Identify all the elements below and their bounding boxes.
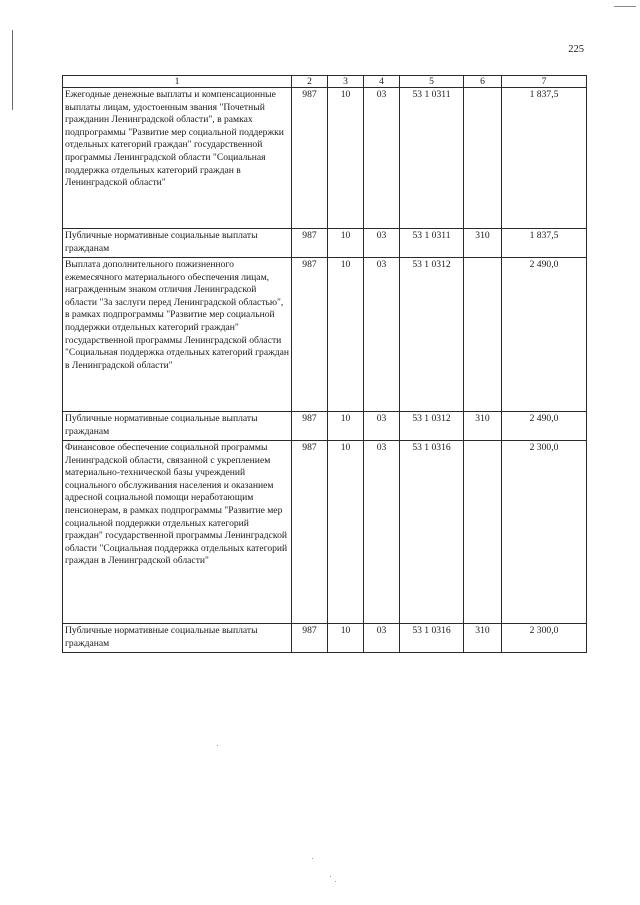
row-section: 10 — [328, 412, 364, 441]
row-name: Публичные нормативные социальные выплаты гражданам — [63, 229, 292, 258]
row-amount: 2 300,0 — [502, 624, 587, 653]
header-col-3: 3 — [328, 76, 364, 88]
table-row — [63, 258, 587, 412]
row-admin-code: 987 — [292, 441, 328, 624]
row-admin-code: 987 — [292, 88, 328, 229]
row-name: Публичные нормативные социальные выплаты гражданам — [63, 412, 292, 441]
table-row — [63, 441, 587, 624]
scan-speck — [335, 881, 336, 882]
header-col-5: 5 — [400, 76, 464, 88]
row-admin-code: 987 — [292, 624, 328, 653]
budget-table — [62, 75, 587, 653]
row-subsection: 03 — [364, 229, 400, 258]
table-row — [63, 412, 587, 441]
row-admin-code: 987 — [292, 412, 328, 441]
row-amount: 1 837,5 — [502, 88, 587, 229]
header-col-4: 4 — [364, 76, 400, 88]
header-col-2: 2 — [292, 76, 328, 88]
row-target-article: 53 1 0311 — [400, 229, 464, 258]
row-section: 10 — [328, 258, 364, 412]
row-section: 10 — [328, 229, 364, 258]
row-subsection: 03 — [364, 88, 400, 229]
row-target-article: 53 1 0312 — [400, 258, 464, 412]
row-amount: 1 837,5 — [502, 229, 587, 258]
row-subsection: 03 — [364, 412, 400, 441]
row-section: 10 — [328, 441, 364, 624]
row-subsection: 03 — [364, 258, 400, 412]
row-subsection: 03 — [364, 441, 400, 624]
table-header-row — [63, 76, 587, 88]
scan-speck — [330, 876, 331, 877]
row-name: Публичные нормативные социальные выплаты гражданам — [63, 624, 292, 653]
row-expense-type: 310 — [464, 624, 502, 653]
row-amount: 2 490,0 — [502, 258, 587, 412]
row-target-article: 53 1 0311 — [400, 88, 464, 229]
row-target-article: 53 1 0316 — [400, 624, 464, 653]
scan-artifact-left — [12, 30, 13, 110]
row-subsection: 03 — [364, 624, 400, 653]
row-amount: 2 300,0 — [502, 441, 587, 624]
row-expense-type — [464, 258, 502, 412]
row-section: 10 — [328, 88, 364, 229]
row-admin-code: 987 — [292, 258, 328, 412]
row-name: Выплата дополнительного пожизненного ежемесячного материального обеспечения лицам, награжденным знаком отличия Ленинградской области "За заслуги перед Ленинградской областью", в рамках подпрограммы "Развитие мер социальной поддержки отдельных категорий граждан" государственной программы Ленинградской области "Социальная поддержка отдельных категорий граждан в Ленинградской области" — [63, 258, 292, 412]
row-name: Ежегодные денежные выплаты и компенсационные выплаты лицам, удостоенным звания "Почетный гражданин Ленинградской области", в рамках подпрограммы "Развитие мер социальной поддержки отдельных категорий граждан" государственной программы Ленинградской области "Социальная поддержка отдельных категорий граждан в Ленинградской области" — [63, 88, 292, 229]
table-row — [63, 624, 587, 653]
page-number: 225 — [568, 44, 584, 55]
row-name: Финансовое обеспечение социальной программы Ленинградской области, связанной с укреплением материально-технической базы учреждений социального обслуживания населения и оказанием адресной социальной помощи неработающим пенсионерам, в рамках подпрограммы "Развитие мер социальной поддержки отдельных категорий граждан" государственной программы Ленинградской области "Социальная поддержка отдельных категорий граждан в Ленинградской области" — [63, 441, 292, 624]
scan-speck — [217, 745, 218, 746]
row-amount: 2 490,0 — [502, 412, 587, 441]
scan-speck — [312, 858, 313, 859]
row-target-article: 53 1 0316 — [400, 441, 464, 624]
row-expense-type — [464, 441, 502, 624]
table-row — [63, 88, 587, 229]
scan-artifact-top — [614, 6, 636, 7]
row-admin-code: 987 — [292, 229, 328, 258]
header-col-1: 1 — [63, 76, 292, 88]
row-section: 10 — [328, 624, 364, 653]
row-expense-type — [464, 88, 502, 229]
header-col-6: 6 — [464, 76, 502, 88]
row-expense-type: 310 — [464, 412, 502, 441]
header-col-7: 7 — [502, 76, 587, 88]
row-target-article: 53 1 0312 — [400, 412, 464, 441]
table-row — [63, 229, 587, 258]
row-expense-type: 310 — [464, 229, 502, 258]
